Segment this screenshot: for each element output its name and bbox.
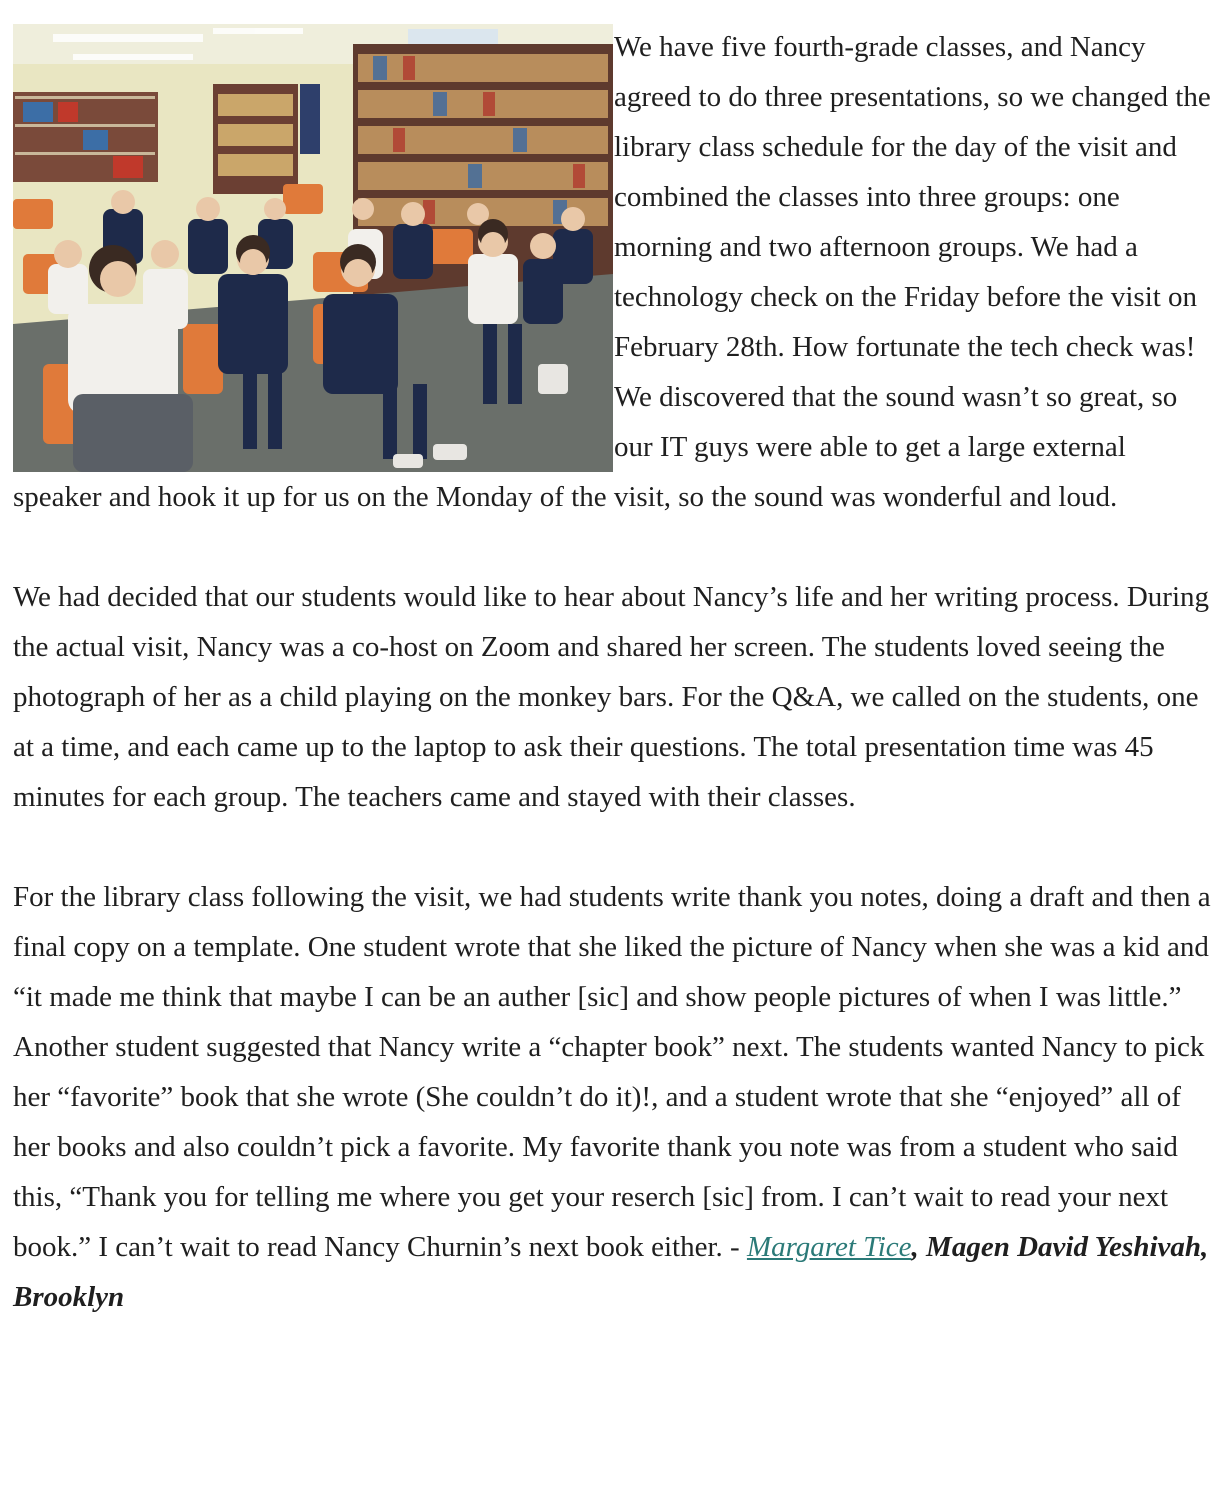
paragraph-1: We have five fourth-grade classes, and Nancy agreed to do three presentations, so we changed the library class schedule for the day of the visit and combined the classes into three groups: one morning and two afternoon groups. We had a technology check on the Friday before the visit on February 28th. How fortunate the tech check was! We discovered that the sound wasn’t so great, so our IT guys were able to get a large external speaker and hook it up for us on the Monday of the visit, so the sound was wonderful and loud.: [13, 31, 1211, 513]
author-link[interactable]: Margaret Tice: [746, 1231, 912, 1263]
paragraph-3: [13, 872, 1218, 1322]
library-class-photo: [13, 24, 613, 472]
paragraph-3-text: For the library class following the visit, we had students write thank you notes, doing a draft and then a final copy on a template. One student wrote that she liked the picture of Nancy when she was a kid and “it made me think that maybe I can be an auther [sic] and show people pictures of when I was little.” Another student suggested that Nancy write a “chapter book” next. The students wanted Nancy to pick her “favorite” book that she wrote (She couldn’t do it)!, and a student wrote that she “enjoyed” all of her books and also couldn’t pick a favorite. My favorite thank you note was from a student who said this, “Thank you for telling me where you get your reserch [sic] from. I can’t wait to read your next book.” I can’t wait to read Nancy Churnin’s next book either. -: [13, 881, 1211, 1263]
paragraph-2: We had decided that our students would like to hear about Nancy’s life and her writing process. During the actual visit, Nancy was a co-host on Zoom and shared her screen. The students loved seeing the photograph of her as a child playing on the monkey bars. For the Q&A, we called on the students, one at a time, and each came up to the laptop to ask their questions. The total presentation time was 45 minutes for each group. The teachers came and stayed with their classes.: [13, 581, 1210, 813]
author-affiliation: , Magen David Yeshivah, Brooklyn: [13, 1231, 1209, 1313]
